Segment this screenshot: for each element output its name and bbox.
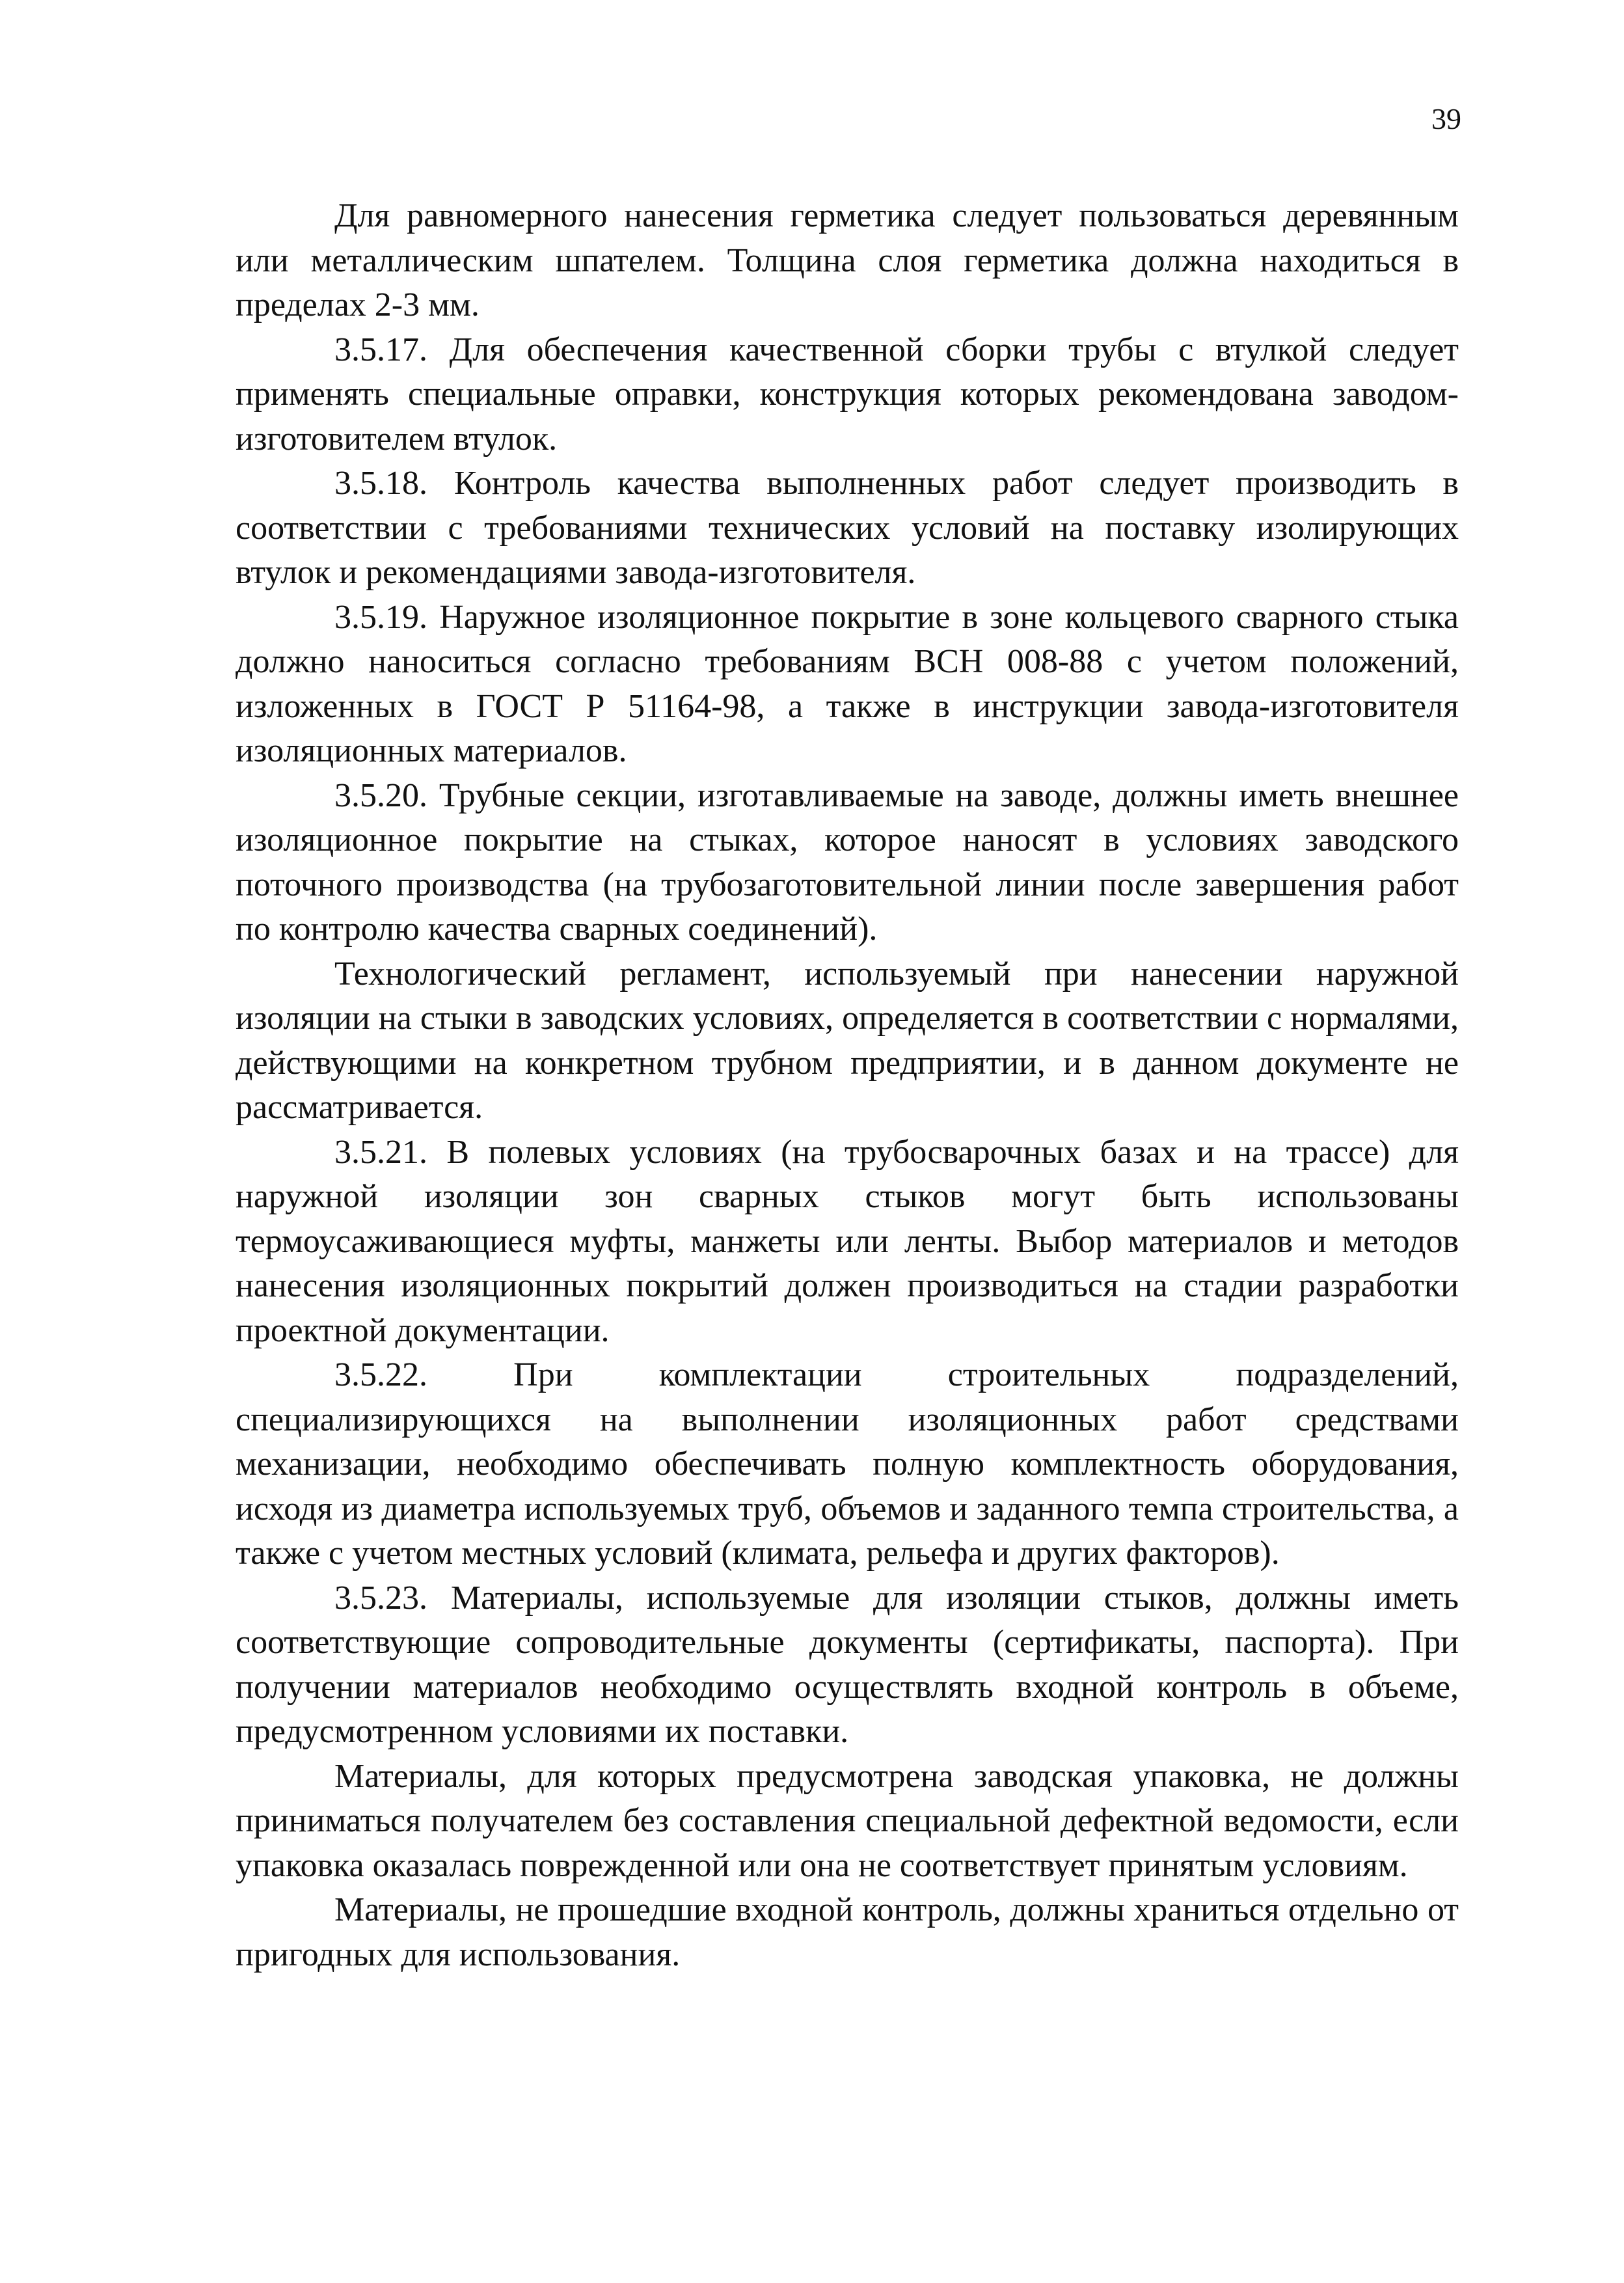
paragraph-3-5-22: 3.5.22. При комплектации строительных подразделений, специализирующихся на выполнении изоляционных работ средствами механизации, необходимо обеспечивать полную комплектность оборудования, исходя из диаметра используемых труб, объемов и заданного темпа строительства, а также с учетом местных условий (климата, рельефа и других факторов). bbox=[236, 1356, 1459, 1572]
document-body bbox=[236, 194, 1459, 1977]
paragraph-3-5-23: 3.5.23. Материалы, используемые для изоляции стыков, должны иметь соответствующие сопроводительные документы (сертификаты, паспорта). При получении материалов необходимо осуществлять входной контроль в объеме, предусмотренном условиями их поставки. bbox=[236, 1579, 1459, 1750]
paragraph-3-5-17: 3.5.17. Для обеспечения качественной сборки трубы с втулкой следует применять специальные оправки, конструкция которых рекомендована заводом-изготовителем втулок. bbox=[236, 331, 1459, 458]
paragraph-sealant-application: Для равномерного нанесения герметика следует пользоваться деревянным или металлическим шпателем. Толщина слоя герметика должна находиться в пределах 2-3 мм. bbox=[236, 197, 1459, 323]
paragraph-tech-regulation: Технологический регламент, используемый при нанесении наружной изоляции на стыки в заводских условиях, определяется в соответствии с нормалями, действующими на конкретном трубном предприятии, и в данном документе не рассматривается. bbox=[236, 955, 1459, 1126]
paragraph-3-5-21: 3.5.21. В полевых условиях (на трубосварочных базах и на трассе) для наружной изоляции зон сварных стыков могут быть использованы термоусаживающиеся муфты, манжеты или ленты. Выбор материалов и методов нанесения изоляционных покрытий должен производиться на стадии разработки проектной документации. bbox=[236, 1133, 1459, 1349]
paragraph-3-5-19: 3.5.19. Наружное изоляционное покрытие в зоне кольцевого сварного стыка должно наноситься согласно требованиям ВСН 008-88 с учетом положений, изложенных в ГОСТ Р 51164-98, а также в инструкции завода-изготовителя изоляционных материалов. bbox=[236, 598, 1459, 769]
paragraph-3-5-20: 3.5.20. Трубные секции, изготавливаемые на заводе, должны иметь внешнее изоляционное покрытие на стыках, которое наносят в условиях заводского поточного производства (на трубозаготовительной линии после завершения работ по контролю качества сварных соединений). bbox=[236, 776, 1459, 948]
paragraph-packaging: Материалы, для которых предусмотрена заводская упаковка, не должны приниматься получателем без составления специальной дефектной ведомости, если упаковка оказалась поврежденной или она не соответствует принятым условиям. bbox=[236, 1757, 1459, 1884]
paragraph-3-5-18: 3.5.18. Контроль качества выполненных работ следует производить в соответствии с требованиями технических условий на поставку изолирующих втулок и рекомендациями завода-изготовителя. bbox=[236, 465, 1459, 591]
paragraph-storage: Материалы, не прошедшие входной контроль, должны храниться отдельно от пригодных для использования. bbox=[236, 1891, 1459, 1973]
page-number: 39 bbox=[1431, 102, 1461, 135]
